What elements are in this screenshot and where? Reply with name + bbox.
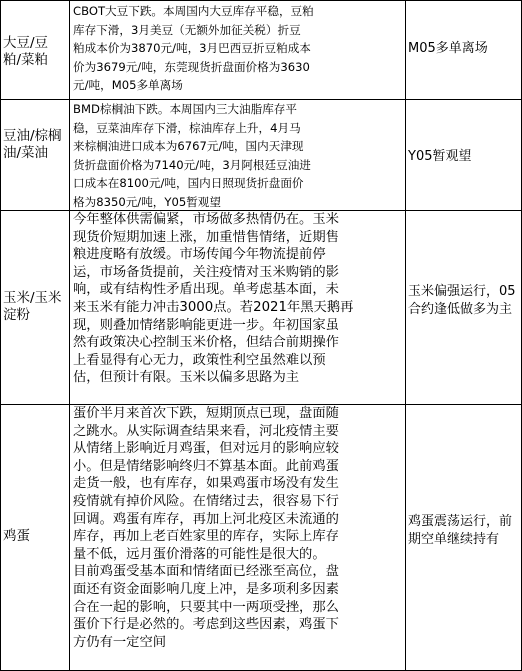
row-category-soybean: 大豆/豆粕/菜粕: [3, 35, 49, 68]
table-border-top: [0, 0, 522, 1]
row-analysis-corn: 今年整体供需偏紧，市场做多热情仍在。玉米 现货价短期加速上涨，加重惜售情绪，近期售 粮进度略有放缓。市场传闻今年物流提前停 运，市场备货提前，关注疫情对玉米购销的影 响，或有结构性矛盾出现。单考虑基本面，未 来玉米有能力冲击3000点。若2021年黑天鹅再 现，则叠加情绪影响能更进一步。年初国家虽 然有政策决心控制玉米价格，但结合前期操作 上看显得有心无力，政策性利空虽然难以预 估，但预计有限。玉米以偏多思路为主: [73, 212, 354, 386]
row-analysis-eggs: 蛋价半月来首次下跌，短期顶点已现，盘面随 之跳水。从实际调查结果来看，河北疫情主要 从情绪上影响近月鸡蛋，但对远月的影响应较 小。但是情绪影响终归不算基本面。此前鸡蛋 走货一般，也有库存，如果鸡蛋市场没有发生 疫情就有掉价风险。在情绪过去，很容易下行 回调。鸡蛋有库存，再加上河北疫区未流通的 库存，再加上老百姓家里的库存，实际上库存 量不低，远月蛋价滑落的可能性是很大的。 目前鸡蛋受基本面和情绪面已经涨至高位，盘 面还有资金面影响几度上冲，是多项利多因素 合在一起的影响，只要其中一两项受挫，那么 蛋价下行是必然的。考虑到这些因素，鸡蛋下 方仍有一定空间: [73, 406, 339, 650]
row-view-soybean: M05多单离场: [408, 41, 488, 56]
row-view-corn: 玉米偏强运行，05合约逢低做多为主: [408, 284, 516, 317]
row-category-corn: 玉米/玉米淀粉: [3, 290, 62, 323]
row-category-oils: 豆油/棕榈油/菜油: [3, 128, 62, 161]
table-border-left: [0, 0, 1, 671]
column-divider: [405, 0, 406, 671]
row-view-eggs: 鸡蛋震荡运行，前期空单继续持有: [408, 514, 513, 547]
row-analysis-soybean: CBOT大豆下跌。本周国内大豆库存平稳，豆粕 库存下滑，3月美豆（无额外加征关税）折豆 粕成本价为3870元/吨，3月巴西豆折豆粕成本 价为3679元/吨，东莞现货折盘面价格为3630 元/吨，M05多单离场: [73, 4, 314, 93]
column-divider: [69, 0, 70, 671]
row-view-oils: Y05暂观望: [408, 149, 472, 164]
row-analysis-oils: BMD棕榈油下跌。本周国内三大油脂库存平 稳，豆菜油库存下滑，棕油库存上升，4月马 来棕榈油进口成本为6767元/吨，国内天津现 货折盘面价格为7140元/吨，3月阿根廷豆油进 口成本在8100元/吨，国内日照现货折盘面价 格为8350元/吨，Y05暂观望: [73, 102, 311, 209]
row-category-eggs: 鸡蛋: [3, 528, 30, 544]
